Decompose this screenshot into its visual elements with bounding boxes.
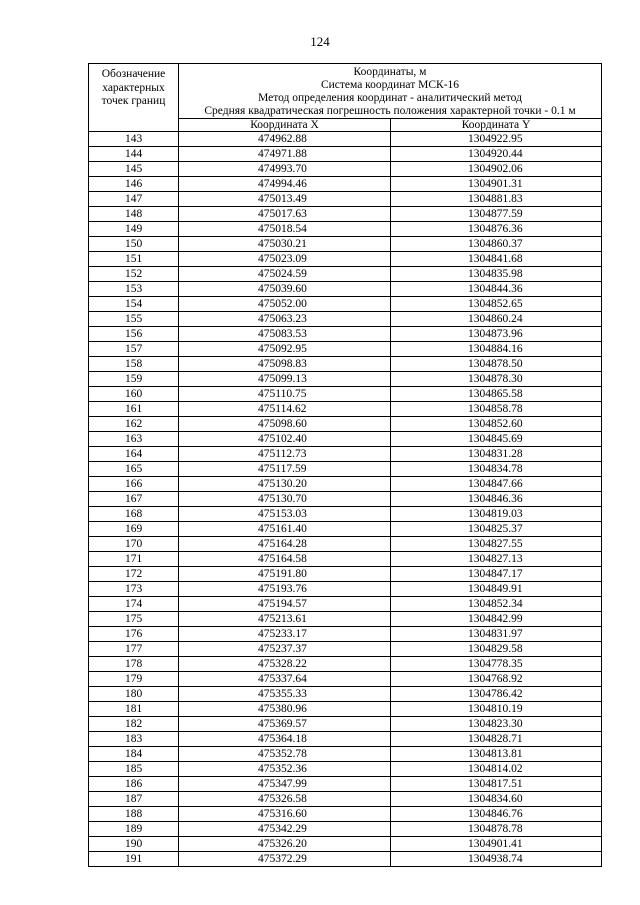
point-id-cell: 153 (89, 282, 179, 297)
coordinate-x-cell: 475052.00 (179, 297, 391, 312)
table-row (89, 192, 602, 207)
table-row (89, 372, 602, 387)
coordinate-x-cell: 475164.28 (179, 537, 391, 552)
table-row (89, 267, 602, 282)
coordinate-x-cell: 475117.59 (179, 462, 391, 477)
point-id-cell: 186 (89, 777, 179, 792)
coordinate-x-cell: 475083.53 (179, 327, 391, 342)
table-row (89, 687, 602, 702)
coordinate-x-cell: 475364.18 (179, 732, 391, 747)
header-left-line: Обозначение (101, 68, 166, 80)
coordinate-y-cell: 1304768.92 (391, 672, 602, 687)
table-row (89, 657, 602, 672)
point-id-cell: 163 (89, 432, 179, 447)
coordinate-x-cell: 475114.62 (179, 402, 391, 417)
table-row (89, 222, 602, 237)
coordinate-y-cell: 1304865.58 (391, 387, 602, 402)
coordinate-y-cell: 1304844.36 (391, 282, 602, 297)
table-row (89, 582, 602, 597)
point-id-cell: 147 (89, 192, 179, 207)
table-row (89, 432, 602, 447)
coordinate-x-cell: 475013.49 (179, 192, 391, 207)
table-row (89, 357, 602, 372)
coordinate-y-cell: 1304817.51 (391, 777, 602, 792)
table-row (89, 492, 602, 507)
point-id-cell: 144 (89, 147, 179, 162)
coordinate-y-header: Координата Y (391, 119, 602, 132)
coordinate-x-header: Координата X (179, 119, 391, 132)
point-id-cell: 164 (89, 447, 179, 462)
coordinate-x-cell: 475024.59 (179, 267, 391, 282)
point-id-cell: 156 (89, 327, 179, 342)
coordinate-x-cell: 475194.57 (179, 597, 391, 612)
point-id-cell: 180 (89, 687, 179, 702)
point-id-cell: 167 (89, 492, 179, 507)
point-id-cell: 187 (89, 792, 179, 807)
coordinate-y-cell: 1304852.65 (391, 297, 602, 312)
coordinate-y-cell: 1304878.78 (391, 822, 602, 837)
coordinate-y-cell: 1304827.13 (391, 552, 602, 567)
coordinate-x-cell: 475164.58 (179, 552, 391, 567)
table-row (89, 762, 602, 777)
coordinates-header (179, 64, 602, 119)
coordinate-x-cell: 475372.29 (179, 852, 391, 867)
point-id-cell: 173 (89, 582, 179, 597)
table-row (89, 417, 602, 432)
table-row (89, 777, 602, 792)
table-row (89, 537, 602, 552)
point-id-cell: 158 (89, 357, 179, 372)
table-row (89, 402, 602, 417)
point-id-cell: 159 (89, 372, 179, 387)
coordinate-y-cell: 1304847.17 (391, 567, 602, 582)
coordinate-y-cell: 1304878.30 (391, 372, 602, 387)
header-right-line: Координаты, м (353, 66, 427, 78)
coordinate-y-cell: 1304878.50 (391, 357, 602, 372)
coordinate-y-cell: 1304902.06 (391, 162, 602, 177)
table-row (89, 717, 602, 732)
point-id-cell: 184 (89, 747, 179, 762)
page-number: 124 (310, 34, 330, 49)
coordinate-y-cell: 1304834.78 (391, 462, 602, 477)
coordinate-x-cell: 475380.96 (179, 702, 391, 717)
coordinate-x-cell: 475233.17 (179, 627, 391, 642)
coordinate-x-cell: 475130.20 (179, 477, 391, 492)
coordinate-x-cell: 475326.20 (179, 837, 391, 852)
coordinate-x-cell: 474993.70 (179, 162, 391, 177)
table-row (89, 132, 602, 147)
table-row (89, 672, 602, 687)
point-id-cell: 168 (89, 507, 179, 522)
coordinate-x-cell: 475110.75 (179, 387, 391, 402)
coordinate-y-cell: 1304834.60 (391, 792, 602, 807)
coordinate-y-cell: 1304846.76 (391, 807, 602, 822)
point-id-cell: 149 (89, 222, 179, 237)
header-left-line: точек границ (101, 95, 166, 107)
coordinate-y-cell: 1304835.98 (391, 267, 602, 282)
coordinate-x-cell: 475347.99 (179, 777, 391, 792)
coordinate-y-cell: 1304884.16 (391, 342, 602, 357)
coordinate-y-cell: 1304858.78 (391, 402, 602, 417)
coordinate-y-cell: 1304877.59 (391, 207, 602, 222)
coordinate-y-cell: 1304845.69 (391, 432, 602, 447)
table-row (89, 447, 602, 462)
point-id-cell: 157 (89, 342, 179, 357)
table-row (89, 297, 602, 312)
point-id-cell: 188 (89, 807, 179, 822)
coordinate-x-cell: 475017.63 (179, 207, 391, 222)
coordinate-y-cell: 1304938.74 (391, 852, 602, 867)
coordinate-x-cell: 475153.03 (179, 507, 391, 522)
table-row (89, 522, 602, 537)
point-id-cell: 161 (89, 402, 179, 417)
table-row (89, 327, 602, 342)
point-id-cell: 154 (89, 297, 179, 312)
point-id-cell: 169 (89, 522, 179, 537)
point-id-cell: 165 (89, 462, 179, 477)
table-row (89, 282, 602, 297)
coordinate-y-cell: 1304920.44 (391, 147, 602, 162)
coordinate-x-cell: 475099.13 (179, 372, 391, 387)
point-id-cell: 176 (89, 627, 179, 642)
point-id-cell: 170 (89, 537, 179, 552)
point-id-cell: 183 (89, 732, 179, 747)
table-header-row (89, 64, 602, 119)
table-row (89, 627, 602, 642)
coordinate-x-cell: 475130.70 (179, 492, 391, 507)
point-id-cell: 150 (89, 237, 179, 252)
table-row (89, 702, 602, 717)
coordinate-y-cell: 1304922.95 (391, 132, 602, 147)
point-id-cell: 152 (89, 267, 179, 282)
coordinate-x-cell: 475337.64 (179, 672, 391, 687)
point-id-cell: 155 (89, 312, 179, 327)
coordinate-y-cell: 1304825.37 (391, 522, 602, 537)
header-right-line: Система координат МСК-16 (320, 79, 460, 91)
table-row (89, 612, 602, 627)
point-id-cell: 189 (89, 822, 179, 837)
point-id-cell: 151 (89, 252, 179, 267)
table-row (89, 477, 602, 492)
coordinate-x-cell: 475316.60 (179, 807, 391, 822)
coordinate-x-cell: 474971.88 (179, 147, 391, 162)
coordinate-y-cell: 1304901.41 (391, 837, 602, 852)
table-row (89, 462, 602, 477)
coordinate-y-cell: 1304873.96 (391, 327, 602, 342)
coordinate-x-cell: 475030.21 (179, 237, 391, 252)
coordinate-y-cell: 1304842.99 (391, 612, 602, 627)
coordinate-x-cell: 475102.40 (179, 432, 391, 447)
point-id-cell: 175 (89, 612, 179, 627)
coordinate-y-cell: 1304847.66 (391, 477, 602, 492)
point-id-cell: 179 (89, 672, 179, 687)
coordinate-x-cell: 475098.83 (179, 357, 391, 372)
coordinate-x-cell: 475342.29 (179, 822, 391, 837)
coordinate-x-cell: 474994.46 (179, 177, 391, 192)
table-row (89, 507, 602, 522)
table-row (89, 732, 602, 747)
coordinate-y-cell: 1304841.68 (391, 252, 602, 267)
coordinate-y-cell: 1304786.42 (391, 687, 602, 702)
coordinate-y-cell: 1304846.36 (391, 492, 602, 507)
coordinate-x-cell: 475193.76 (179, 582, 391, 597)
table-row (89, 642, 602, 657)
table-row (89, 342, 602, 357)
table-row (89, 597, 602, 612)
coordinate-x-cell: 474962.88 (179, 132, 391, 147)
point-id-cell: 177 (89, 642, 179, 657)
point-id-cell: 143 (89, 132, 179, 147)
point-id-cell: 166 (89, 477, 179, 492)
coordinate-y-cell: 1304810.19 (391, 702, 602, 717)
coordinate-x-cell: 475092.95 (179, 342, 391, 357)
header-right-line: Средняя квадратическая погрешность положения характерной точки - 0.1 м (204, 105, 576, 117)
point-id-cell: 190 (89, 837, 179, 852)
point-id-cell: 171 (89, 552, 179, 567)
coordinate-y-cell: 1304860.24 (391, 312, 602, 327)
coordinate-y-cell: 1304823.30 (391, 717, 602, 732)
header-right-line: Метод определения координат - аналитический метод (258, 92, 522, 104)
point-id-cell: 182 (89, 717, 179, 732)
coordinate-x-cell: 475213.61 (179, 612, 391, 627)
coordinate-x-cell: 475369.57 (179, 717, 391, 732)
point-id-cell: 185 (89, 762, 179, 777)
coordinate-y-cell: 1304819.03 (391, 507, 602, 522)
table-row (89, 567, 602, 582)
coordinate-x-cell: 475112.73 (179, 447, 391, 462)
coordinate-x-cell: 475352.78 (179, 747, 391, 762)
coordinate-y-cell: 1304827.55 (391, 537, 602, 552)
coordinate-x-cell: 475161.40 (179, 522, 391, 537)
table-row (89, 252, 602, 267)
table-row (89, 852, 602, 867)
coordinate-x-cell: 475098.60 (179, 417, 391, 432)
coordinates-table (88, 63, 602, 867)
table-row (89, 552, 602, 567)
coordinate-y-cell: 1304849.91 (391, 582, 602, 597)
coordinate-x-cell: 475039.60 (179, 282, 391, 297)
table-row (89, 747, 602, 762)
coordinate-y-cell: 1304829.58 (391, 642, 602, 657)
table-row (89, 177, 602, 192)
table-row (89, 147, 602, 162)
coordinate-y-cell: 1304831.97 (391, 627, 602, 642)
table-row (89, 807, 602, 822)
table-row (89, 387, 602, 402)
header-left-line: характерных (102, 81, 165, 94)
coordinate-x-cell: 475352.36 (179, 762, 391, 777)
coordinate-y-cell: 1304901.31 (391, 177, 602, 192)
point-id-cell: 178 (89, 657, 179, 672)
coordinate-y-cell: 1304813.81 (391, 747, 602, 762)
table-row (89, 207, 602, 222)
point-id-cell: 172 (89, 567, 179, 582)
table-row (89, 312, 602, 327)
coordinate-x-cell: 475355.33 (179, 687, 391, 702)
coordinate-y-cell: 1304778.35 (391, 657, 602, 672)
points-designation-header (89, 64, 179, 132)
point-id-cell: 148 (89, 207, 179, 222)
point-id-cell: 162 (89, 417, 179, 432)
table-row (89, 162, 602, 177)
point-id-cell: 181 (89, 702, 179, 717)
table-row (89, 822, 602, 837)
coordinate-x-cell: 475023.09 (179, 252, 391, 267)
coordinate-x-cell: 475018.54 (179, 222, 391, 237)
coordinate-y-cell: 1304881.83 (391, 192, 602, 207)
coordinate-x-cell: 475326.58 (179, 792, 391, 807)
point-id-cell: 145 (89, 162, 179, 177)
point-id-cell: 191 (89, 852, 179, 867)
coordinate-x-cell: 475237.37 (179, 642, 391, 657)
coordinate-x-cell: 475328.22 (179, 657, 391, 672)
table-row (89, 792, 602, 807)
coordinate-y-cell: 1304831.28 (391, 447, 602, 462)
coordinate-y-cell: 1304828.71 (391, 732, 602, 747)
coordinate-y-cell: 1304814.02 (391, 762, 602, 777)
table-row (89, 237, 602, 252)
table-row (89, 837, 602, 852)
coordinate-x-cell: 475063.23 (179, 312, 391, 327)
point-id-cell: 174 (89, 597, 179, 612)
coordinate-y-cell: 1304852.34 (391, 597, 602, 612)
coordinate-x-cell: 475191.80 (179, 567, 391, 582)
point-id-cell: 160 (89, 387, 179, 402)
coordinate-y-cell: 1304876.36 (391, 222, 602, 237)
point-id-cell: 146 (89, 177, 179, 192)
coordinate-y-cell: 1304860.37 (391, 237, 602, 252)
coordinate-y-cell: 1304852.60 (391, 417, 602, 432)
